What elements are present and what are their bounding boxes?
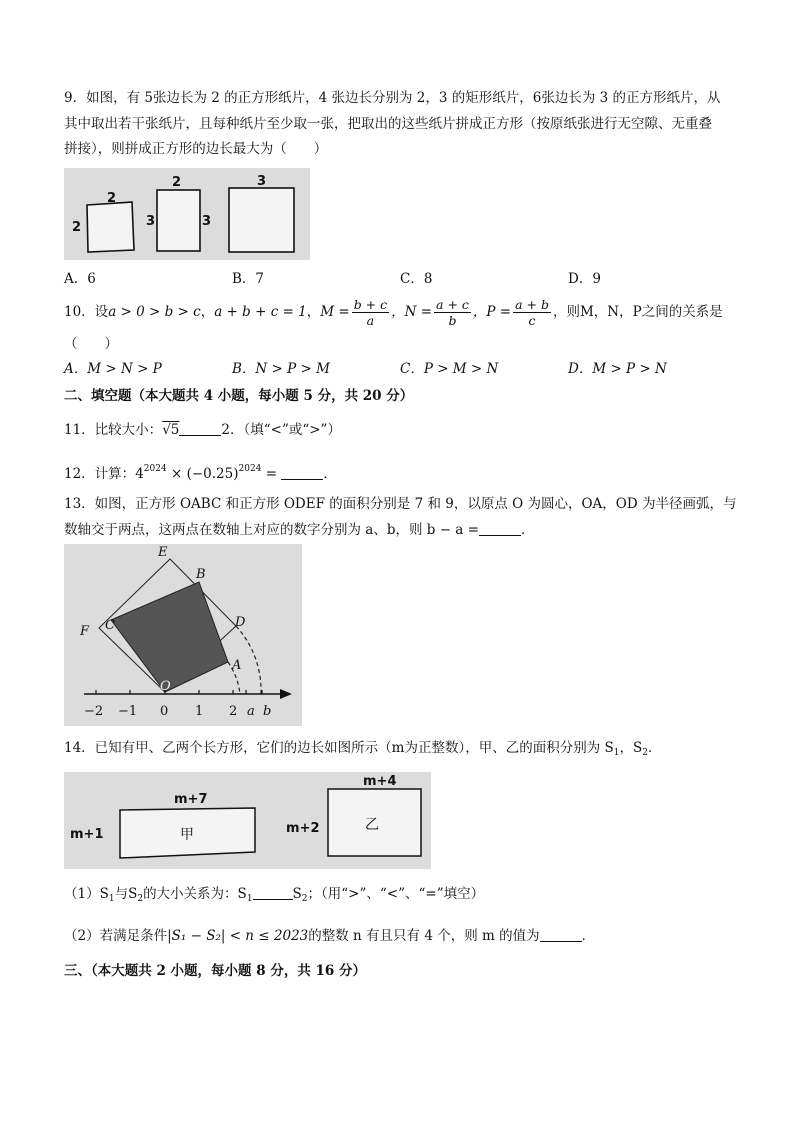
q13-label-o: O xyxy=(160,679,171,694)
q9-square-2 xyxy=(87,202,134,252)
q9-line2: 其中取出若干张纸片，且每种纸片至少取一张，把取出的这些纸片拼成正方形（按原纸张进行无空隙、无重叠 xyxy=(64,116,712,132)
q10-line1: 10．设a > 0 > b > c，a + b + c = 1，M = $\frac{b + c}{a}$ ，N = $\frac{a + c}{b}$ ，P = $\frac{a + b}{c}$ ，则M，N，P之间的关系是 xyxy=(64,297,723,328)
q14-jia-left: m+1 xyxy=(70,827,104,842)
q12-answer-blank[interactable] xyxy=(281,465,323,480)
q14-jia-top: m+7 xyxy=(174,792,208,807)
q10-frac-m: $\frac{b + c}{a}$ xyxy=(353,297,388,328)
q13-line2: 数轴交于两点，这两点在数轴上对应的数字分别为 a、b，则 b − a = ． xyxy=(64,522,535,538)
q13-label-e: E xyxy=(158,545,168,560)
q13-tick-1: 1 xyxy=(195,704,204,719)
q13-tick-0: 0 xyxy=(160,704,169,719)
section2-heading: 二、填空题（本大题共 4 小题，每小题 5 分，共 20 分） xyxy=(64,388,414,404)
q14-sub2: （2）若满足条件|S₁ − S₂| < n ≤ 2023的整数 n 有且只有 4 个，则 m 的值为 ． xyxy=(64,928,596,944)
q9-s1-top: 2 xyxy=(107,191,117,206)
q9-rect-2x3 xyxy=(157,190,200,251)
q10-frac-p: $\frac{a + b}{c}$ xyxy=(515,297,549,328)
q14-sub1-answer-blank[interactable] xyxy=(253,885,293,900)
q9-option-a: A．6 xyxy=(64,271,96,287)
q11-answer-blank[interactable] xyxy=(179,421,221,436)
section3-heading: 三、（本大题共 2 小题，每小题 8 分，共 16 分） xyxy=(64,963,367,979)
q14-yi-left: m+2 xyxy=(286,821,320,836)
q14-sub2-answer-blank[interactable] xyxy=(540,927,582,942)
q9-line1: 9．如图，有 5张边长为 2 的正方形纸片，4 张边长分别为 2，3 的矩形纸片，6张边长为 3 的正方形纸片，从 xyxy=(64,90,721,106)
q14-figure xyxy=(64,772,431,869)
q13-tick-b: b xyxy=(263,704,272,719)
q10-frac-n: $\frac{a + c}{b}$ xyxy=(436,297,469,328)
q13-tick-neg2: −2 xyxy=(84,704,104,719)
q13-tick-2: 2 xyxy=(229,704,238,719)
q9-option-b: B．7 xyxy=(232,271,265,287)
q13-square-oabc xyxy=(111,582,228,692)
q9-option-c: C．8 xyxy=(400,271,433,287)
q9-s2-right: 3 xyxy=(202,214,212,229)
q13-axis-arrow xyxy=(280,689,292,699)
q9-square-3 xyxy=(229,188,294,252)
q10-option-d: D．M > P > N xyxy=(568,361,667,377)
q9-s1-left: 2 xyxy=(72,220,82,235)
q13-label-a: A xyxy=(232,658,242,673)
q9-option-d: D．9 xyxy=(568,271,601,287)
q13-tick-neg1: −1 xyxy=(118,704,138,719)
q13-answer-blank[interactable] xyxy=(479,521,521,536)
q13-tick-a: a xyxy=(247,704,255,719)
q13-figure xyxy=(64,544,302,726)
q9-line3: 拼接），则拼成正方形的边长最大为（ ） xyxy=(64,141,328,157)
q10-option-c: C．P > M > N xyxy=(400,361,499,377)
q10-paren: （ ） xyxy=(64,336,118,352)
q13-label-d: D xyxy=(235,615,246,630)
q9-s2-top: 2 xyxy=(172,175,182,190)
q14-yi-label: 乙 xyxy=(365,817,379,833)
q9-s3-top: 3 xyxy=(257,174,267,189)
q14-sub1: $(1)S_1$与$S_2$的大小关系为：$S_1$ $S_2$；（用“>”、“<”、“=”填空） xyxy=(64,886,485,904)
q13-label-b: B xyxy=(196,567,206,582)
q13-line1: 13．如图，正方形 OABC 和正方形 ODEF 的面积分别是 7 和 9，以原点 O 为圆心，OA，OD 为半径画弧，与 xyxy=(64,496,737,512)
q14-line1: 14．已知有甲、乙两个长方形，它们的边长如图所示（m为正整数），甲、乙的面积分别为 $S_1$，$S_2$． xyxy=(64,740,662,758)
q10-option-b: B．N > P > M xyxy=(232,361,330,377)
q12-line: 12．计算：$4^{2024} \times (-0.25)^{2024}$ = ． xyxy=(64,464,337,482)
q13-label-c: C xyxy=(105,618,115,633)
q9-figure xyxy=(64,168,310,260)
q14-jia-label: 甲 xyxy=(180,827,194,843)
q11-line: 11．比较大小：√5 2．（填“<”或“>”） xyxy=(64,422,341,438)
q10-option-a: A．M > N > P xyxy=(64,361,162,377)
q13-label-f: F xyxy=(80,624,90,639)
q14-yi-top: m+4 xyxy=(363,774,397,789)
q9-s2-left: 3 xyxy=(146,214,156,229)
